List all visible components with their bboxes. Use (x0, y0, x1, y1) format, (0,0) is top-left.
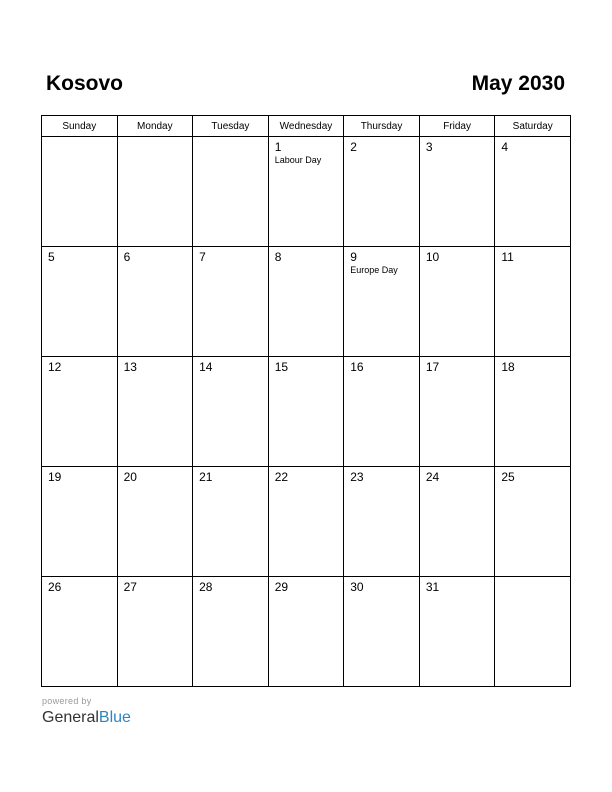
footer-branding (42, 696, 131, 728)
week-row (42, 357, 571, 467)
calendar-grid (41, 115, 571, 687)
day-number: 12 (48, 360, 62, 374)
day-number: 20 (123, 470, 137, 484)
day-cell (495, 467, 571, 577)
day-cell (419, 247, 495, 357)
weekday-header: Monday (117, 116, 193, 137)
day-number: 27 (123, 580, 137, 594)
day-cell (268, 577, 344, 687)
weekday-header: Friday (419, 116, 495, 137)
day-cell (42, 137, 118, 247)
day-number: 10 (425, 250, 440, 264)
day-number: 14 (199, 360, 213, 374)
day-number: 18 (501, 360, 515, 374)
day-cell (117, 467, 193, 577)
weekday-header: Wednesday (268, 116, 344, 137)
day-cell (117, 137, 193, 247)
day-cell (495, 577, 571, 687)
day-number: 16 (350, 360, 364, 374)
day-cell (193, 247, 269, 357)
day-cell (419, 357, 495, 467)
day-cell (344, 137, 420, 247)
day-number: 21 (199, 470, 213, 484)
day-number: 15 (274, 360, 289, 374)
day-number: 25 (501, 470, 515, 484)
day-number: 5 (48, 250, 55, 264)
day-cell (42, 357, 118, 467)
powered-by-label: powered by (42, 696, 92, 706)
day-cell (268, 137, 344, 247)
week-row (42, 247, 571, 357)
day-number: 26 (48, 580, 62, 594)
day-number: 28 (199, 580, 213, 594)
day-cell (117, 577, 193, 687)
week-row (42, 137, 571, 247)
day-cell (117, 247, 193, 357)
day-cell (495, 357, 571, 467)
day-cell (419, 467, 495, 577)
day-number: 19 (48, 470, 62, 484)
weekday-header: Tuesday (193, 116, 269, 137)
day-cell (42, 577, 118, 687)
day-number: 31 (425, 580, 440, 594)
day-cell (419, 137, 495, 247)
day-number: 11 (501, 250, 514, 264)
day-cell (344, 247, 420, 357)
day-number: 3 (425, 140, 433, 154)
generalblue-logo[interactable] (42, 708, 131, 728)
day-cell (42, 247, 118, 357)
day-cell (268, 357, 344, 467)
day-number: 30 (350, 580, 364, 594)
day-number: 4 (501, 140, 509, 154)
holiday-label: Europe Day (350, 265, 398, 275)
day-cell (344, 577, 420, 687)
day-cell (268, 467, 344, 577)
day-number: 8 (274, 250, 282, 264)
weekday-header: Saturday (495, 116, 571, 137)
weekday-header-row (42, 116, 571, 137)
holiday-label: Labour Day (274, 155, 322, 165)
day-number: 9 (350, 250, 357, 264)
weekday-header: Sunday (42, 116, 118, 137)
day-number: 29 (274, 580, 289, 594)
day-number: 17 (425, 360, 440, 374)
day-number: 6 (123, 250, 131, 264)
day-number: 23 (350, 470, 364, 484)
day-number: 24 (425, 470, 440, 484)
country-title: Kosovo (46, 72, 124, 95)
day-cell (193, 467, 269, 577)
day-cell (193, 577, 269, 687)
week-row (42, 467, 571, 577)
day-cell (344, 357, 420, 467)
brand-blue-text: Blue (98, 709, 131, 726)
week-row (42, 577, 571, 687)
day-cell (117, 357, 193, 467)
day-cell (42, 467, 118, 577)
day-number: 13 (123, 360, 137, 374)
day-cell (344, 467, 420, 577)
day-cell (419, 577, 495, 687)
day-number: 7 (199, 250, 206, 264)
day-number: 1 (274, 140, 282, 154)
day-cell (268, 247, 344, 357)
day-number: 22 (274, 470, 289, 484)
day-number: 2 (350, 140, 357, 154)
day-cell (193, 137, 269, 247)
day-cell (495, 137, 571, 247)
day-cell (495, 247, 571, 357)
month-title: May 2030 (471, 72, 565, 95)
day-cell (193, 357, 269, 467)
weekday-header: Thursday (344, 116, 420, 137)
brand-general-text: General (42, 709, 99, 726)
